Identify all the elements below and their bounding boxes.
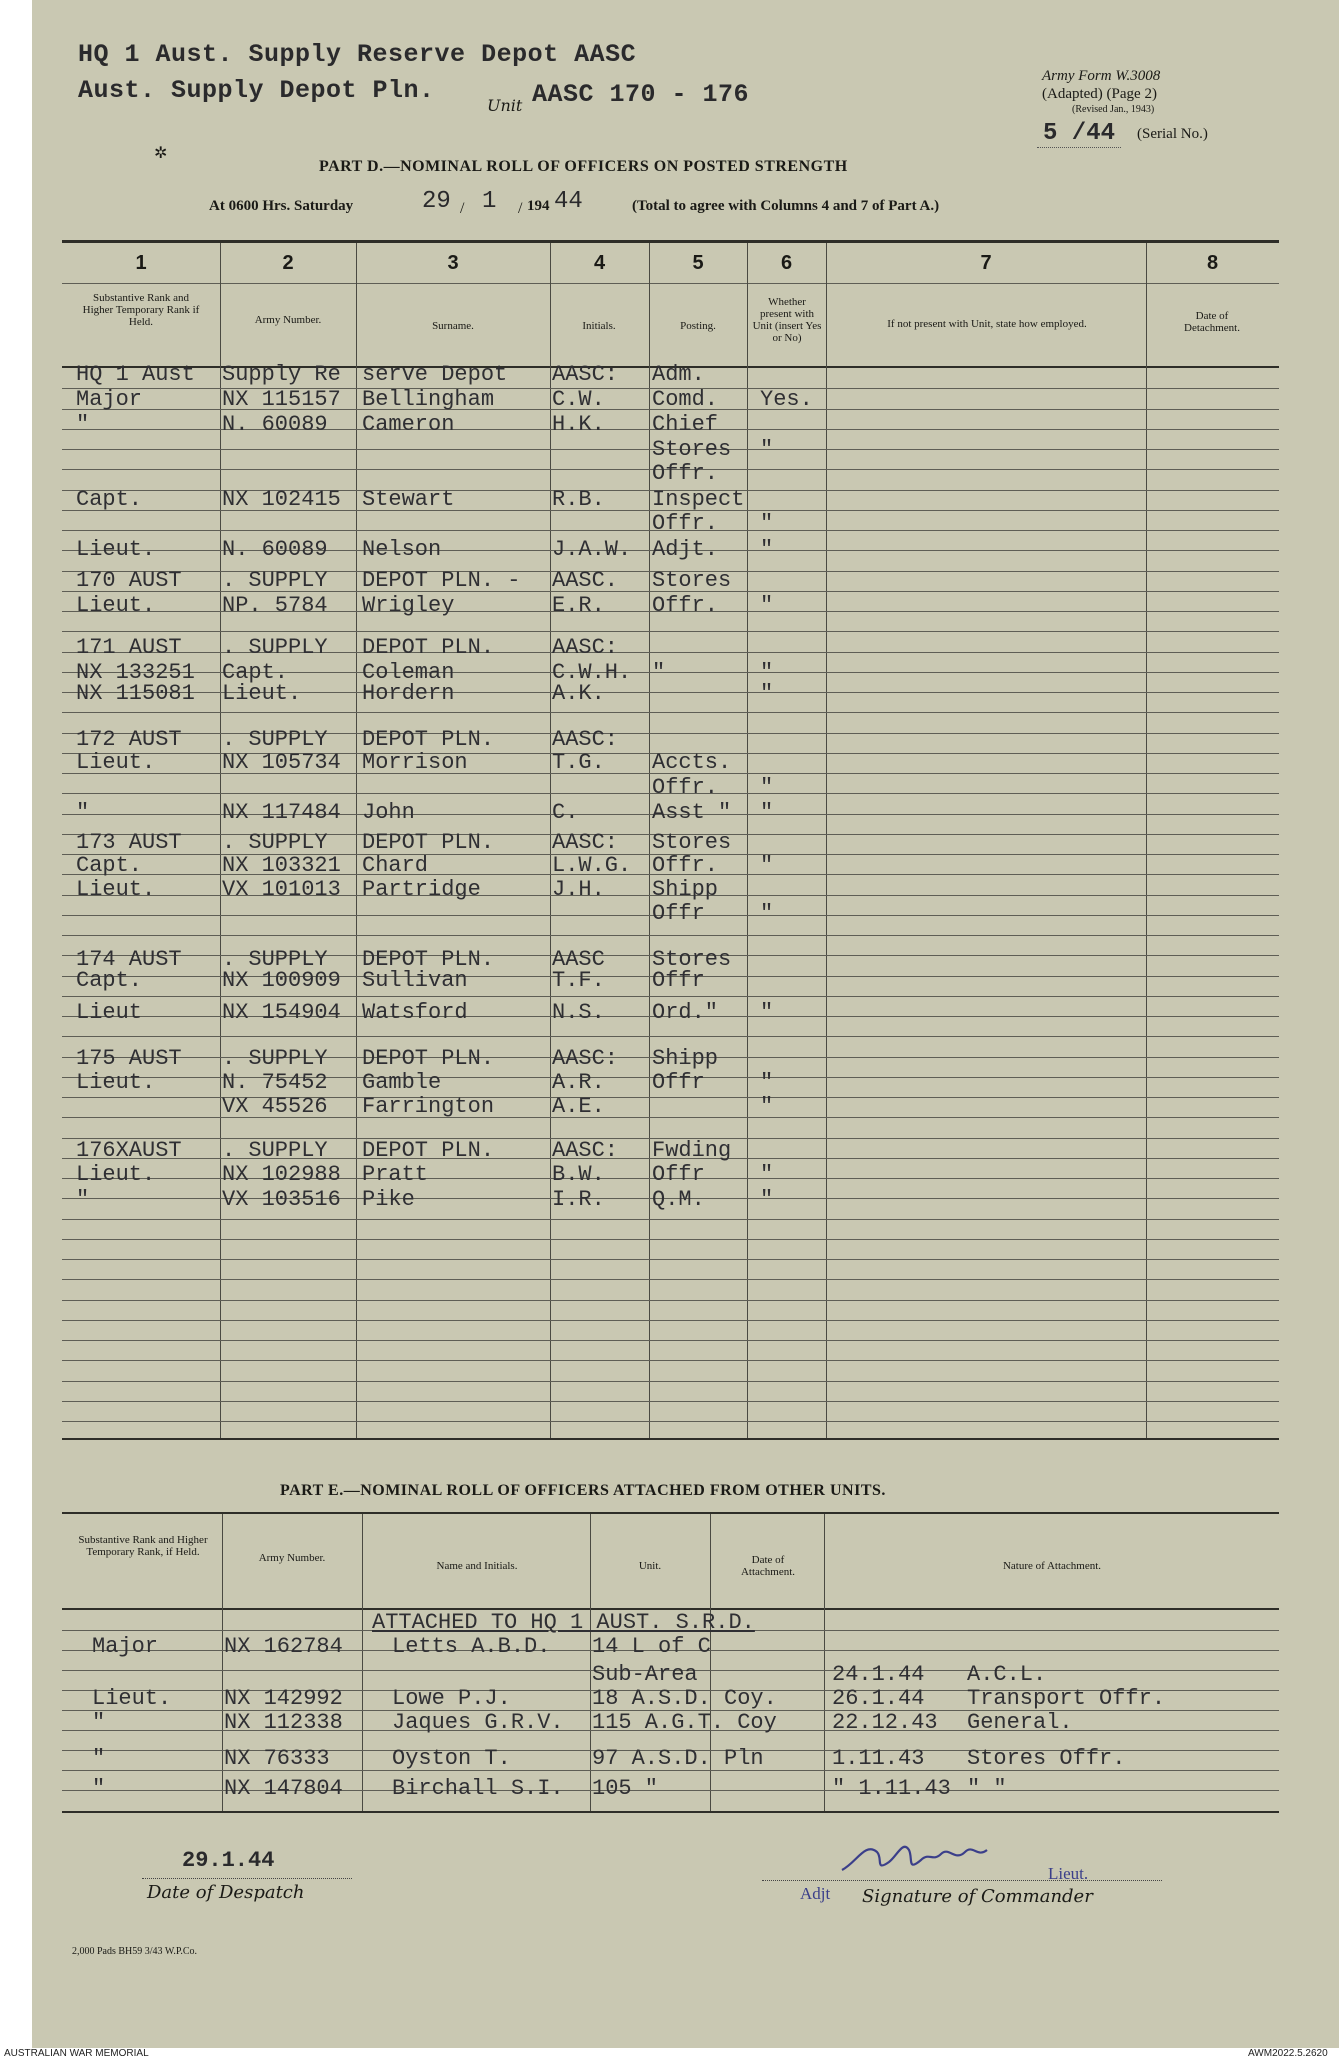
part-d-post-cell: Stores — [652, 947, 732, 972]
despatch-label: Date of Despatch — [147, 1882, 305, 1903]
part-d-rule — [62, 935, 1279, 936]
part-d-num-cell: NX 102415 — [222, 487, 341, 512]
date-sep2: / — [518, 200, 523, 217]
signature-rank: Lieut. — [1048, 1864, 1089, 1883]
serial-number: 5 /44 — [1037, 120, 1121, 148]
part-d-init-cell: AASC: — [552, 727, 619, 752]
part-d-post-cell: Accts. — [652, 750, 732, 775]
col-header-posting: Posting. — [680, 320, 716, 332]
part-d-rule — [62, 1320, 1279, 1321]
part-d-init-cell: C.W. — [552, 387, 605, 412]
part-d-rank-cell: Capt. — [76, 968, 143, 993]
part-d-post-cell: Offr — [652, 901, 705, 926]
part-d-init-cell: T.F. — [552, 968, 605, 993]
part-e-nature-cell: A.C.L. — [967, 1662, 1047, 1687]
part-d-rank-cell: 175 AUST — [76, 1046, 182, 1071]
part-d-name-cell: Pratt — [362, 1162, 429, 1187]
part-d-name-cell: Nelson — [362, 537, 442, 562]
part-d-name-cell: DEPOT PLN. — [362, 830, 495, 855]
part-d-rule — [62, 1381, 1279, 1382]
col-number-3: 3 — [447, 252, 459, 274]
col-header-surname: Surname. — [432, 320, 474, 332]
part-e-unit-cell: 105 " — [592, 1776, 659, 1801]
part-d-post-cell: Fwding — [652, 1138, 732, 1163]
part-e-rank-cell: " — [92, 1776, 106, 1801]
part-e-unit-cell: Sub-Area — [592, 1662, 698, 1687]
col-header-employed: If not present with Unit, state how employed. — [887, 318, 1087, 330]
despatch-date: 29.1.44 — [182, 1848, 275, 1873]
part-e-rank-cell: Major — [92, 1634, 159, 1659]
part-d-num-cell: . SUPPLY — [222, 830, 328, 855]
archive-reference: AWM2022.5.2620 — [1248, 2048, 1328, 2059]
part-d-name-cell: Sullivan — [362, 968, 468, 993]
part-e-unit-cell: 18 A.S.D. Coy. — [592, 1686, 777, 1711]
e-header-date: Date of Attachment. — [740, 1554, 796, 1578]
col-number-4: 4 — [593, 252, 606, 274]
unit-label: Unit — [487, 96, 523, 115]
part-d-rank-cell: 173 AUST — [76, 830, 182, 855]
print-note: 2,000 Pads BH59 3/43 W.P.Co. — [72, 1946, 198, 1957]
part-d-post-cell: " — [652, 660, 666, 685]
part-d-post-cell: Shipp — [652, 1046, 719, 1071]
unit-name-line1: HQ 1 Aust. Supply Reserve Depot AASC — [78, 40, 637, 69]
part-d-post-cell: Offr. — [652, 853, 719, 878]
part-d-num-cell: Lieut. — [222, 681, 302, 706]
part-e-nature-cell: Transport Offr. — [967, 1686, 1166, 1711]
part-d-post-cell: Offr. — [652, 593, 719, 618]
part-d-pres-cell: " — [760, 800, 774, 825]
part-d-name-cell: DEPOT PLN. - — [362, 568, 521, 593]
part-e-date-cell: 1.11.43 — [832, 1746, 925, 1771]
part-d-init-cell: R.B. — [552, 487, 605, 512]
e-header-rank: Substantive Rank and Higher Temporary Rank, if Held. — [78, 1534, 208, 1558]
part-d-rank-cell: Lieut. — [76, 537, 156, 562]
part-d-rank-cell: " — [76, 800, 90, 825]
part-d-post-cell: Asst " — [652, 800, 732, 825]
part-d-name-cell: DEPOT PLN. — [362, 727, 495, 752]
col-number-6: 6 — [780, 252, 793, 274]
archive-strip — [0, 2048, 1339, 2061]
at-time-text: At 0600 Hrs. Saturday — [209, 198, 354, 214]
part-d-num-cell: . SUPPLY — [222, 635, 328, 660]
part-d-init-cell: J.H. — [552, 877, 605, 902]
part-d-rank-cell: 174 AUST — [76, 947, 182, 972]
date-day: 29 — [422, 188, 451, 215]
part-d-num-cell: N. 75452 — [222, 1070, 328, 1095]
part-e-nature-cell: General. — [967, 1710, 1073, 1735]
part-d-init-cell: A.E. — [552, 1094, 605, 1119]
col-header-detachment: Date of Detachment. — [1184, 310, 1240, 334]
part-d-post-cell: Offr. — [652, 511, 719, 536]
part-e-name-cell: Letts A.B.D. — [392, 1634, 551, 1659]
part-d-rank-cell: Capt. — [76, 487, 143, 512]
part-d-init-cell: C.W.H. — [552, 660, 632, 685]
part-e-num-cell: NX 112338 — [224, 1710, 343, 1735]
part-d-post-cell: Offr. — [652, 775, 719, 800]
part-d-rule — [62, 1219, 1279, 1220]
part-d-rule — [62, 1421, 1279, 1422]
e-header-army-number: Army Number. — [258, 1552, 326, 1564]
part-d-post-cell: Inspect — [652, 487, 745, 512]
part-d-post-cell: Offr — [652, 968, 705, 993]
part-d-pres-cell: " — [760, 537, 774, 562]
col-header-present: Whether present with Unit (insert Yes or No) — [752, 296, 822, 344]
part-e-unit-cell: 115 A.G.T. Coy — [592, 1710, 777, 1735]
part-d-init-cell: AASC: — [552, 1138, 619, 1163]
col-header-army-number: Army Number. — [254, 314, 322, 326]
part-d-num-cell: NX 103321 — [222, 853, 341, 878]
part-d-init-cell: AASC: — [552, 362, 619, 387]
part-d-rank-cell: Lieut. — [76, 1162, 156, 1187]
part-d-num-cell: . SUPPLY — [222, 1138, 328, 1163]
col-number-1: 1 — [135, 252, 147, 274]
part-e-unit-cell: 14 L of C — [592, 1634, 711, 1659]
date-month: 1 — [482, 188, 497, 215]
part-d-rank-cell: NX 115081 — [76, 681, 195, 706]
form-adapted: (Adapted) (Page 2) — [1042, 86, 1157, 102]
part-d-title: PART D.—NOMINAL ROLL OF OFFICERS ON POSTED STRENGTH — [319, 158, 848, 175]
part-e-date-cell: " 1.11.43 — [832, 1776, 951, 1801]
part-d-rank-cell: Capt. — [76, 853, 143, 878]
part-d-init-cell: H.K. — [552, 412, 605, 437]
part-d-name-cell: Bellingham — [362, 387, 495, 412]
part-d-rule — [62, 1340, 1279, 1341]
part-d-rank-cell: NX 133251 — [76, 660, 195, 685]
part-d-name-cell: Pike — [362, 1187, 415, 1212]
part-d-rule — [62, 1239, 1279, 1240]
part-d-post-cell: Offr — [652, 1162, 705, 1187]
part-d-name-cell: Farrington — [362, 1094, 495, 1119]
part-d-pres-cell: " — [760, 1070, 774, 1095]
part-d-post-cell: Stores — [652, 830, 732, 855]
part-d-name-cell: Partridge — [362, 877, 481, 902]
part-d-post-cell: Offr. — [652, 461, 719, 486]
part-d-init-cell: B.W. — [552, 1162, 605, 1187]
part-d-name-cell: Morrison — [362, 750, 468, 775]
part-e-date-cell: 26.1.44 — [832, 1686, 925, 1711]
part-d-num-cell: VX 103516 — [222, 1187, 341, 1212]
part-d-init-cell: AASC. — [552, 568, 619, 593]
part-d-pres-cell: Yes. — [760, 387, 813, 412]
part-d-rank-cell: Lieut. — [76, 593, 156, 618]
part-e-date-cell: 24.1.44 — [832, 1662, 925, 1687]
part-d-rank-cell: HQ 1 Aust — [76, 362, 195, 387]
part-d-name-cell: Coleman — [362, 660, 455, 685]
part-d-post-cell: Comd. — [652, 387, 719, 412]
part-d-rank-cell: Lieut. — [76, 877, 156, 902]
part-d-num-cell: N. 60089 — [222, 537, 328, 562]
part-d-post-cell: Ord." — [652, 1000, 719, 1025]
part-d-rank-cell: Major — [76, 387, 143, 412]
col-header-initials: Initials. — [582, 320, 616, 332]
part-d-init-cell: E.R. — [552, 593, 605, 618]
unit-range: AASC 170 - 176 — [532, 80, 750, 109]
part-d-post-cell: Stores — [652, 437, 732, 462]
col-header-rank: Substantive Rank and Higher Temporary Rank if Held. — [82, 292, 200, 328]
part-e-name-cell: Birchall S.I. — [392, 1776, 564, 1801]
part-e-num-cell: NX 76333 — [224, 1746, 330, 1771]
date-year-prefix: 194 — [527, 198, 550, 214]
part-d-rank-cell: 172 AUST — [76, 727, 182, 752]
part-d-name-cell: DEPOT PLN. — [362, 1138, 495, 1163]
part-e-title: PART E.—NOMINAL ROLL OF OFFICERS ATTACHED FROM OTHER UNITS. — [280, 1482, 886, 1499]
part-d-num-cell: . SUPPLY — [222, 568, 328, 593]
part-d-name-cell: Cameron — [362, 412, 455, 437]
part-d-num-cell: NP. 5784 — [222, 593, 328, 618]
part-d-num-cell: NX 115157 — [222, 387, 341, 412]
part-d-pres-cell: " — [760, 901, 774, 926]
signature-label: Signature of Commander — [862, 1886, 1093, 1907]
form-mark-icon: ✲ — [154, 145, 168, 162]
part-d-name-cell: serve Depot — [362, 362, 508, 387]
part-d-rank-cell: 176XAUST — [76, 1138, 182, 1163]
e-header-unit: Unit. — [638, 1560, 662, 1572]
col-number-5: 5 — [692, 252, 704, 274]
part-d-rule — [62, 712, 1279, 713]
part-d-init-cell: AASC: — [552, 635, 619, 660]
part-e-rank-cell: " — [92, 1710, 106, 1735]
part-d-init-cell: N.S. — [552, 1000, 605, 1025]
form-revised: (Revised Jan., 1943) — [1072, 104, 1155, 115]
part-d-num-cell: . SUPPLY — [222, 947, 328, 972]
part-d-num-cell: Supply Re — [222, 362, 341, 387]
part-d-post-cell: Stores — [652, 568, 732, 593]
part-d-name-cell: DEPOT PLN. — [362, 947, 495, 972]
part-d-init-cell: A.R. — [552, 1070, 605, 1095]
part-d-num-cell: NX 105734 — [222, 750, 341, 775]
part-d-rank-cell: 171 AUST — [76, 635, 182, 660]
signature-for: Adjt — [800, 1884, 831, 1903]
part-d-num-cell: NX 117484 — [222, 800, 341, 825]
part-d-pres-cell: " — [760, 1000, 774, 1025]
attached-heading: ATTACHED TO HQ 1 AUST. S.R.D. — [372, 1610, 755, 1635]
part-d-num-cell: VX 45526 — [222, 1094, 328, 1119]
part-d-init-cell: AASC: — [552, 1046, 619, 1071]
part-d-init-cell: J.A.W. — [552, 537, 632, 562]
part-d-rank-cell: " — [76, 412, 90, 437]
part-d-init-cell: I.R. — [552, 1187, 605, 1212]
part-d-pres-cell: " — [760, 1094, 774, 1119]
part-d-num-cell: NX 154904 — [222, 1000, 341, 1025]
part-d-name-cell: Stewart — [362, 487, 455, 512]
form-sheet — [32, 0, 1339, 2048]
part-d-post-cell: Shipp — [652, 877, 719, 902]
part-d-pres-cell: " — [760, 437, 774, 462]
part-d-name-cell: Gamble — [362, 1070, 442, 1095]
part-d-name-cell: Hordern — [362, 681, 455, 706]
part-d-rule — [62, 1279, 1279, 1280]
part-d-rule — [62, 1259, 1279, 1260]
part-d-rank-cell: Lieut — [76, 1000, 143, 1025]
part-d-rank-cell: Lieut. — [76, 1070, 156, 1095]
e-header-name: Name and Initials. — [436, 1560, 518, 1572]
part-d-rank-cell: 170 AUST — [76, 568, 182, 593]
col-number-7: 7 — [980, 252, 992, 274]
part-d-pres-cell: " — [760, 1187, 774, 1212]
part-d-pres-cell: " — [760, 1162, 774, 1187]
part-d-name-cell: DEPOT PLN. — [362, 1046, 495, 1071]
part-e-rank-cell: " — [92, 1746, 106, 1771]
part-d-post-cell: Chief — [652, 412, 719, 437]
form-name: Army Form W.3008 — [1042, 68, 1161, 84]
part-d-init-cell: C. — [552, 800, 579, 825]
part-d-rule — [62, 1300, 1279, 1301]
part-e-name-cell: Lowe P.J. — [392, 1686, 511, 1711]
part-d-init-cell: L.W.G. — [552, 853, 632, 878]
part-d-num-cell: VX 101013 — [222, 877, 341, 902]
part-d-init-cell: T.G. — [552, 750, 605, 775]
part-d-pres-cell: " — [760, 660, 774, 685]
date-sep1: / — [460, 200, 465, 217]
part-e-nature-cell: " " — [967, 1776, 1007, 1801]
part-d-pres-cell: " — [760, 511, 774, 536]
archive-source: AUSTRALIAN WAR MEMORIAL — [4, 2048, 149, 2059]
part-d-rule — [62, 1401, 1279, 1402]
e-header-nature: Nature of Attachment. — [1002, 1560, 1102, 1572]
part-d-num-cell: N. 60089 — [222, 412, 328, 437]
unit-name-line2: Aust. Supply Depot Pln. — [78, 76, 435, 105]
part-d-name-cell: Wrigley — [362, 593, 455, 618]
date-year: 44 — [554, 188, 583, 215]
part-e-num-cell: NX 142992 — [224, 1686, 343, 1711]
part-d-num-cell: . SUPPLY — [222, 727, 328, 752]
part-e-rank-cell: Lieut. — [92, 1686, 172, 1711]
part-d-pres-cell: " — [760, 853, 774, 878]
part-e-unit-cell: 97 A.S.D. Pln — [592, 1746, 764, 1771]
part-d-name-cell: Watsford — [362, 1000, 468, 1025]
handwritten-signature — [837, 1832, 1007, 1887]
part-d-pres-cell: " — [760, 681, 774, 706]
part-d-name-cell: DEPOT PLN. — [362, 635, 495, 660]
part-d-num-cell: NX 100909 — [222, 968, 341, 993]
part-d-rank-cell: Lieut. — [76, 750, 156, 775]
part-d-rule — [62, 631, 1279, 632]
serial-label: (Serial No.) — [1137, 126, 1208, 142]
part-d-post-cell: Offr — [652, 1070, 705, 1095]
part-d-name-cell: Chard — [362, 853, 429, 878]
part-d-init-cell: AASC: — [552, 830, 619, 855]
part-e-name-cell: Oyston T. — [392, 1746, 511, 1771]
part-d-rule — [62, 996, 1279, 997]
col-number-2: 2 — [282, 252, 294, 274]
total-note: (Total to agree with Columns 4 and 7 of Part A.) — [632, 198, 940, 214]
part-e-nature-cell: Stores Offr. — [967, 1746, 1126, 1771]
part-d-pres-cell: " — [760, 593, 774, 618]
part-d-name-cell: John — [362, 800, 415, 825]
part-d-init-cell: A.K. — [552, 681, 605, 706]
part-e-date-cell: 22.12.43 — [832, 1710, 938, 1735]
part-d-pres-cell: " — [760, 775, 774, 800]
part-d-num-cell: . SUPPLY — [222, 1046, 328, 1071]
part-d-rule — [62, 1036, 1279, 1037]
part-d-num-cell: NX 102988 — [222, 1162, 341, 1187]
part-e-num-cell: NX 147804 — [224, 1776, 343, 1801]
part-d-rank-cell: " — [76, 1187, 90, 1212]
part-e-name-cell: Jaques G.R.V. — [392, 1710, 564, 1735]
part-d-post-cell: Adjt. — [652, 537, 719, 562]
part-d-post-cell: Q.M. — [652, 1187, 705, 1212]
part-d-post-cell: Adm. — [652, 362, 705, 387]
part-e-num-cell: NX 162784 — [224, 1634, 343, 1659]
part-d-init-cell: AASC — [552, 947, 605, 972]
col-number-8: 8 — [1206, 252, 1219, 274]
part-d-num-cell: Capt. — [222, 660, 289, 685]
part-d-rule — [62, 1360, 1279, 1361]
